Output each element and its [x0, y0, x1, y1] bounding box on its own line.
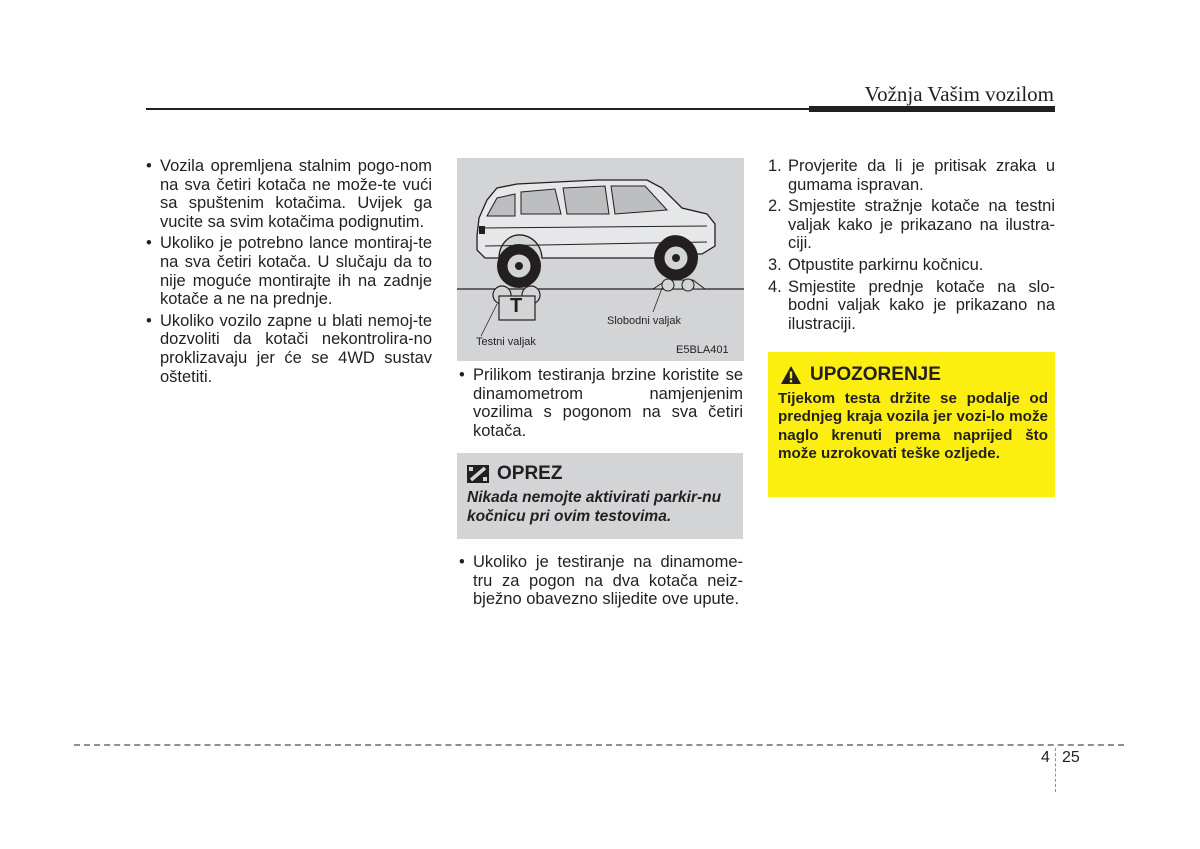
page-divider	[1055, 748, 1056, 792]
left-bullet-list	[144, 157, 432, 386]
caution-body: Nikada nemojte aktivirati parkir-nu kočnicu pri ovim testovima.	[467, 489, 722, 525]
header-rule-thick	[809, 106, 1055, 112]
step-item	[768, 197, 1055, 253]
caution-title-row	[467, 463, 562, 485]
list-item: • Prilikom testiranja brzine koristite se dinamometrom namjenjenim vozilima s pogonom na sva četiri kotača.	[457, 366, 743, 440]
left-column	[144, 157, 432, 389]
step-item	[768, 278, 1055, 334]
chapter-number: 4	[1041, 749, 1050, 766]
warning-body: Tijekom testa držite se podalje od prednjeg kraja vozila jer vozi-lo može naglo krenuti prema naprijed što može uzrokovati teške ozljede.	[778, 390, 1048, 463]
step-number: 3.	[768, 255, 782, 274]
middle-bullet-list-top	[457, 366, 743, 440]
caution-slash-icon	[467, 465, 489, 483]
warning-box	[768, 352, 1055, 497]
caution-box	[457, 453, 743, 539]
section-title: Vožnja Vašim vozilom	[864, 82, 1054, 106]
step-number: 4.	[768, 277, 782, 296]
list-item: • Ukoliko vozilo zapne u blati nemoj-te dozvoliti da kotači nekontrolira-no proklizavaju jer će se 4WD sustav oštetiti.	[144, 312, 432, 386]
right-column	[768, 157, 1055, 336]
label-free-roller: Slobodni valjak	[607, 315, 681, 327]
step-item	[768, 256, 1055, 275]
list-item: • Ukoliko je potrebno lance montiraj-te na sva četiri kotača. U slučaju da to nije moguće montirajte ih na zadnje kotače a ne na prednje.	[144, 234, 432, 308]
step-number: 2.	[768, 197, 782, 216]
middle-bullet-list-bottom	[457, 553, 743, 609]
dynamometer-figure	[457, 158, 744, 361]
label-test-roller: Testni valjak	[476, 336, 536, 348]
step-text: Otpustite parkirnu kočnicu.	[788, 255, 984, 274]
roller-mark: T	[510, 295, 523, 317]
warning-title-row	[780, 364, 941, 386]
middle-column-top	[457, 366, 743, 443]
step-text: Smjestite stražnje kotače na testni valjak kako je prikazano na ilustra-ciji.	[788, 197, 1055, 253]
step-number: 1.	[768, 157, 782, 175]
middle-column-bottom	[457, 553, 743, 612]
warning-triangle-icon	[780, 365, 802, 385]
step-item	[768, 157, 1055, 194]
footer-rule	[74, 744, 1124, 746]
figure-code: E5BLA401	[676, 344, 729, 356]
header-rule	[146, 108, 809, 110]
warning-title: UPOZORENJE	[810, 364, 941, 385]
page-number: 25	[1062, 749, 1080, 766]
list-item: • Ukoliko je testiranje na dinamome-tru za pogon na dva kotača neiz-bježno obavezno slijedite ove upute.	[457, 553, 743, 609]
steps-list	[768, 157, 1055, 333]
list-item: • Vozila opremljena stalnim pogo-nom na sva četiri kotača ne može-te vući sa spuštenim kotačima. Uvijek ga vucite sa svim kotačima podignutim.	[144, 157, 432, 231]
caution-title: OPREZ	[497, 463, 563, 484]
step-text: Provjerite da li je pritisak zraka u gumama ispravan.	[788, 157, 1055, 194]
car-on-rollers-illustration	[457, 158, 744, 361]
step-text: Smjestite prednje kotače na slo-bodni valjak kako je prikazano na ilustraciji.	[788, 277, 1055, 333]
